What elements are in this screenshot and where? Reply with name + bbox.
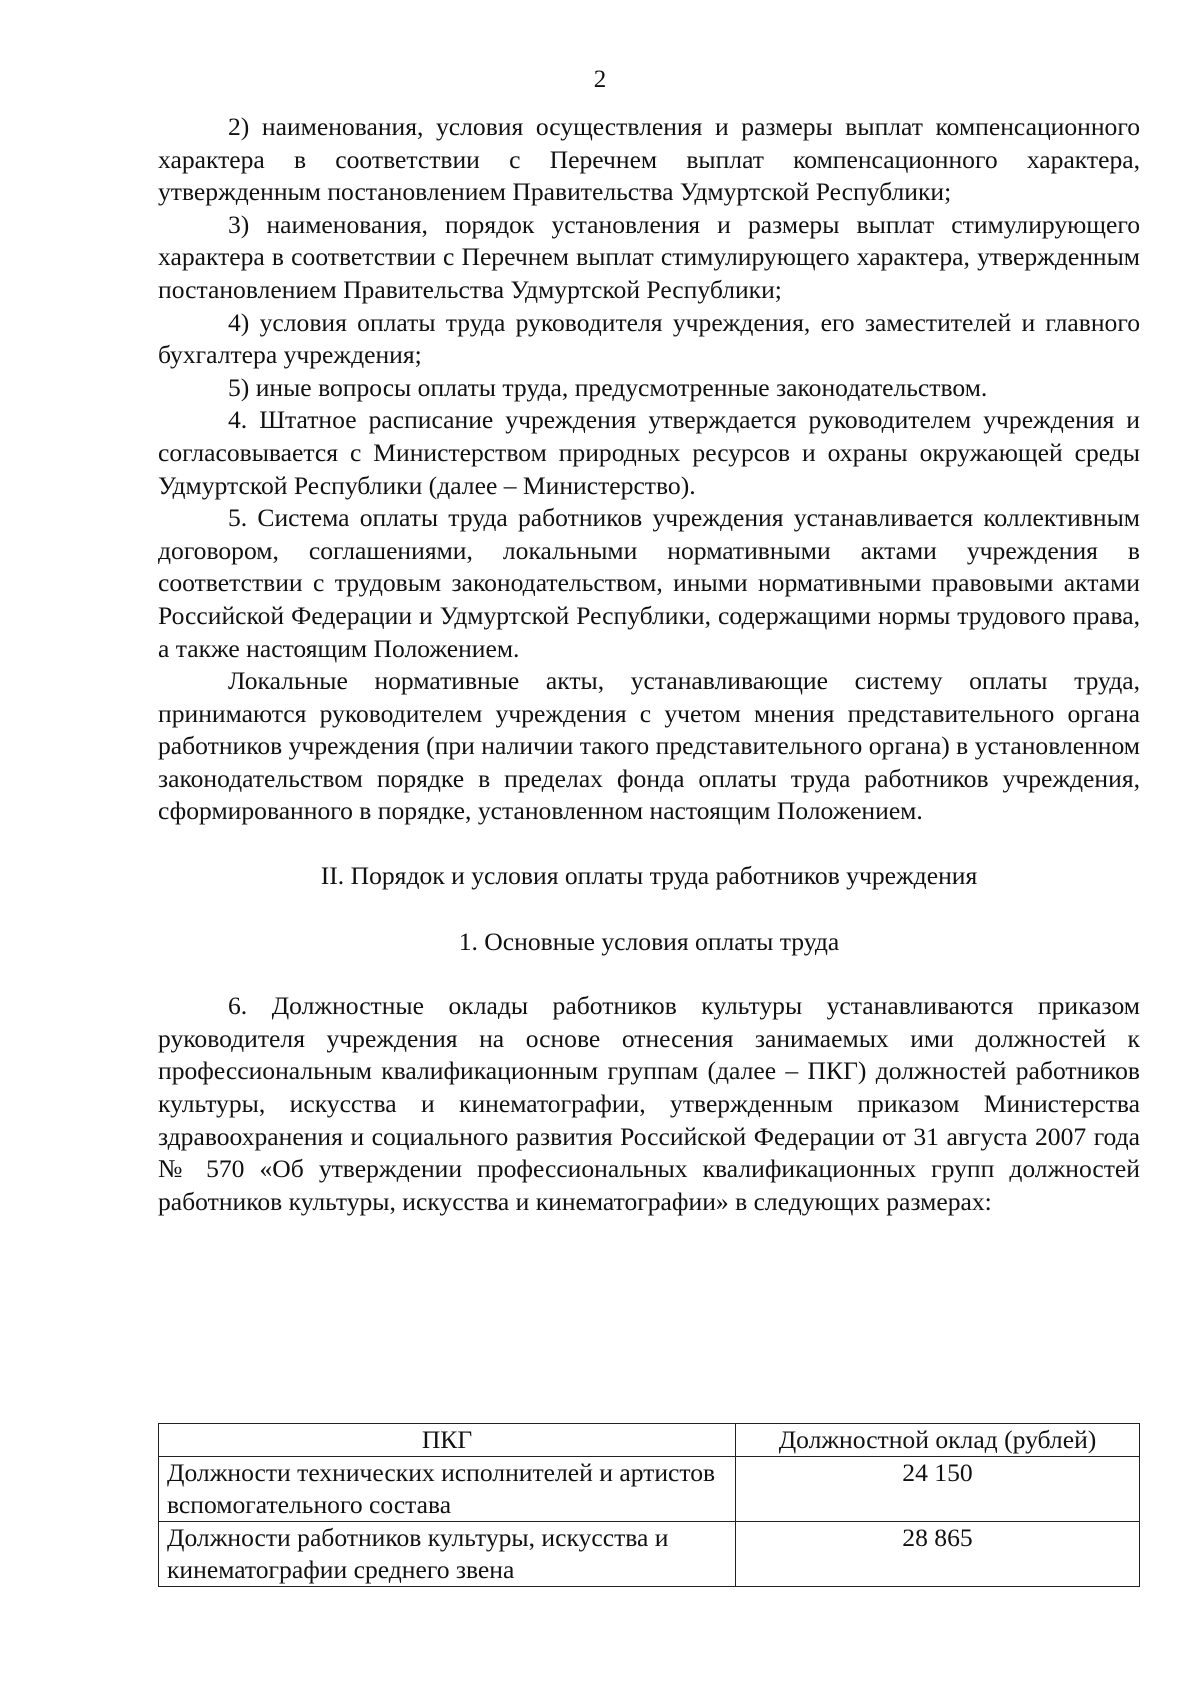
paragraph-item-2: 2) наименования, условия осуществления и размеры выплат компенсационного характера в соответствии с Перечнем выплат компенсационного характера, утвержденным постановлением Правительства Удмуртской Республики; — [158, 112, 1140, 207]
paragraph-clause-4: 4. Штатное расписание учреждения утверждается руководителем учреждения и согласовывается с Министерством природных ресурсов и охраны окружающей среды Удмуртской Республики (далее – Министерство). — [158, 405, 1140, 500]
table-row — [159, 1457, 1140, 1522]
document-body — [158, 111, 1140, 1218]
paragraph-item-3: 3) наименования, порядок установления и размеры выплат стимулирующего характера в соответствии с Перечнем выплат стимулирующего характера, утвержденным постановлением Правительства Удмуртской Республики; — [158, 209, 1140, 304]
table-cell-salary: 24 150 — [736, 1457, 1140, 1522]
paragraph-local-acts: Локальные нормативные акты, устанавливающие систему оплаты труда, принимаются руководителем учреждения с учетом мнения представительного органа работников учреждения (при наличии такого представительного органа) в установленном законодательством порядке в пределах фонда оплаты труда работников учреждения, сформированного в порядке, установленном настоящим Положением. — [158, 666, 1140, 826]
subsection-heading: 1. Основные условия оплаты труда — [458, 926, 840, 956]
table-cell-pkg: Должности технических исполнителей и артистов вспомогательного состава — [159, 1457, 736, 1522]
table-header-row — [159, 1424, 1140, 1457]
page-number: 2 — [593, 66, 607, 93]
table-cell-pkg: Должности работников культуры, искусства и кинематографии среднего звена — [159, 1522, 736, 1587]
salary-table — [158, 1423, 1140, 1587]
table-header-salary: Должностной оклад (рублей) — [736, 1424, 1140, 1457]
table-header-pkg: ПКГ — [159, 1424, 736, 1457]
section-heading: II. Порядок и условия оплаты труда работников учреждения — [320, 861, 978, 891]
paragraph-clause-5: 5. Система оплаты труда работников учреждения устанавливается коллективным договором, соглашениями, локальными нормативными актами учреждения в соответствии с трудовым законодательством, иными нормативными правовыми актами Российской Федерации и Удмуртской Республики, содержащими нормы трудового права, а также настоящим Положением. — [158, 503, 1140, 663]
paragraph-clause-6: 6. Должностные оклады работников культуры устанавливаются приказом руководителя учреждения на основе отнесения занимаемых ими должностей к профессиональным квалификационным группам (далее – ПКГ) должностей работников культуры, искусства и кинематографии, утвержденным приказом Министерства здравоохранения и социального развития Российской Федерации от 31 августа 2007 года № 570 «Об утверждении профессиональных квалификационных групп должностей работников культуры, искусства и кинематографии» в следующих размерах: — [158, 991, 1140, 1216]
table-cell-salary: 28 865 — [736, 1522, 1140, 1587]
table-row — [159, 1522, 1140, 1587]
paragraph-item-5: 5) иные вопросы оплаты труда, предусмотренные законодательством. — [228, 372, 988, 402]
paragraph-item-4: 4) условия оплаты труда руководителя учреждения, его заместителей и главного бухгалтера учреждения; — [158, 307, 1140, 370]
